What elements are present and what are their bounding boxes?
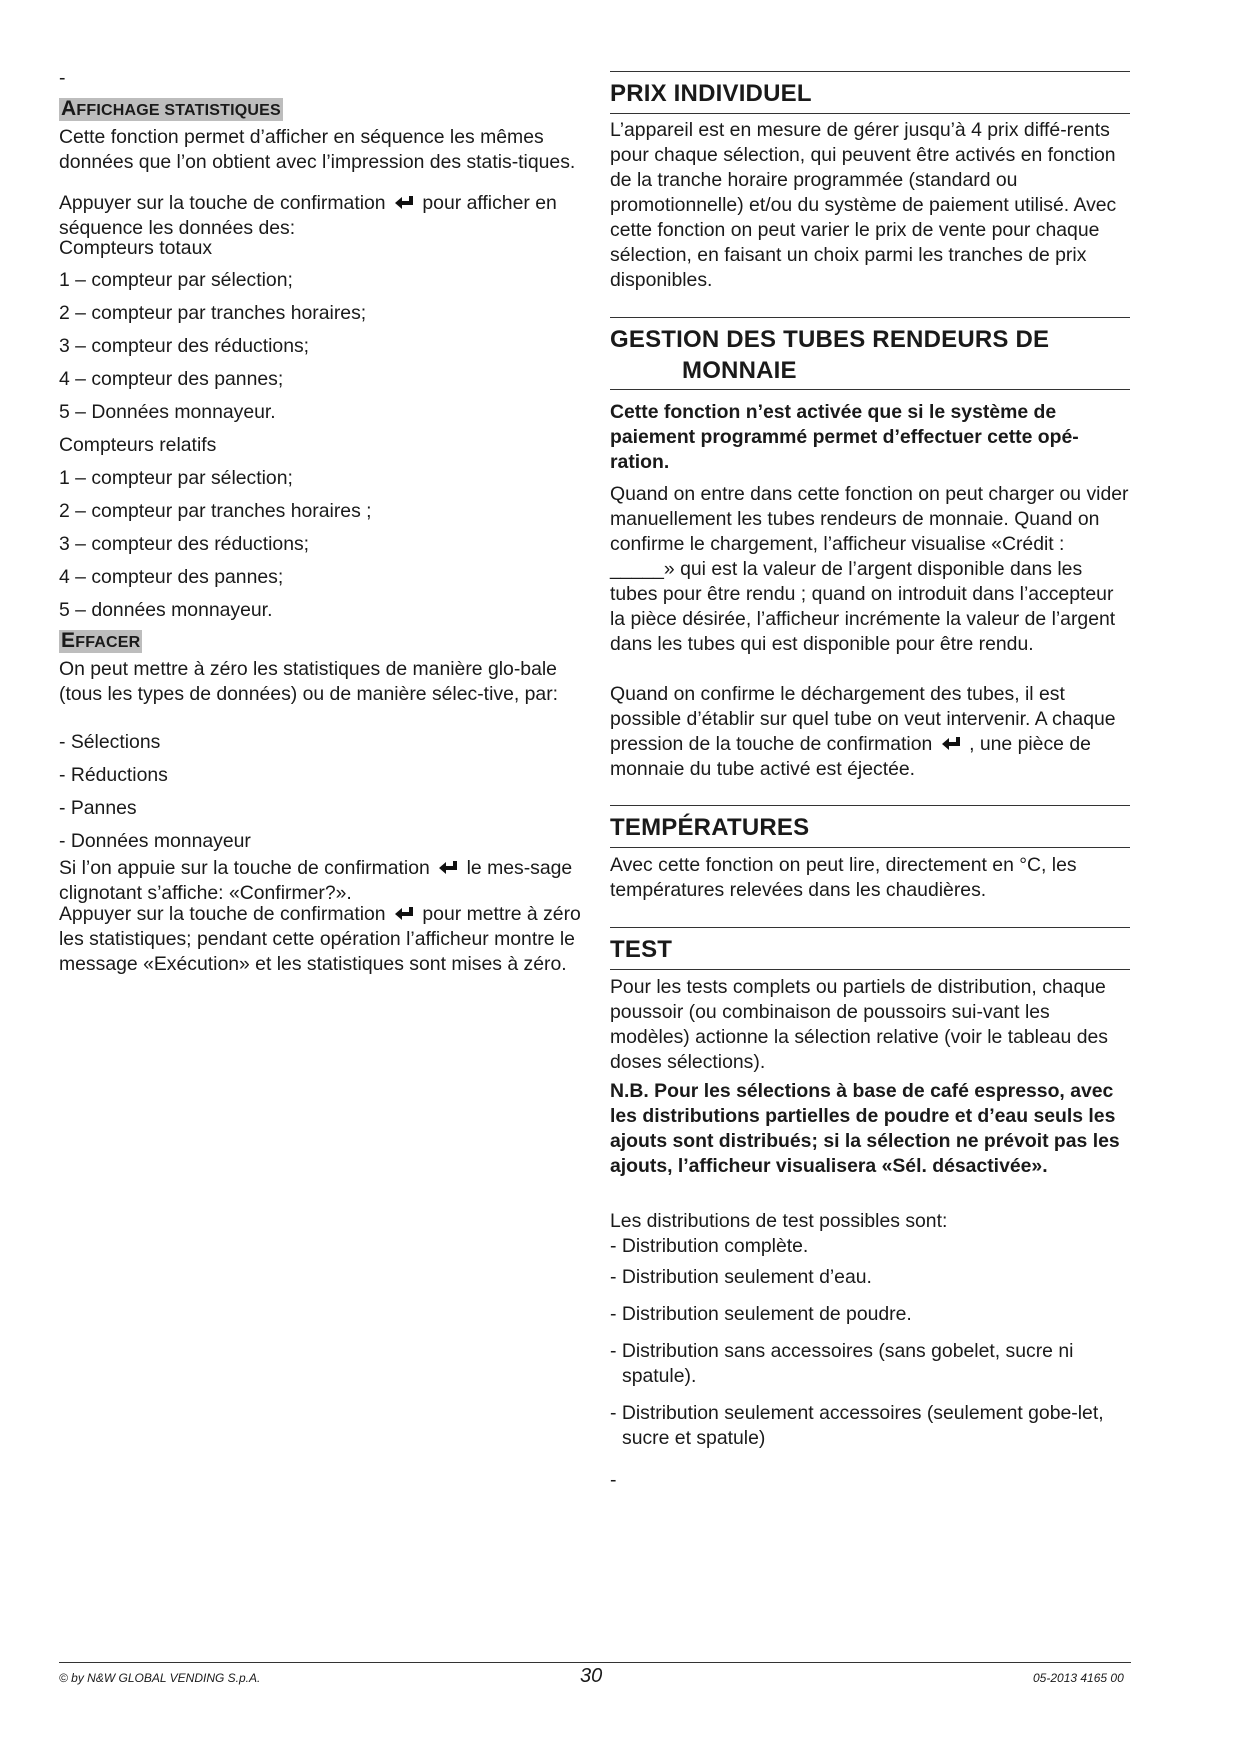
section-rule	[610, 969, 1130, 970]
temperatures-text: Avec cette fonction on peut lire, directement en °C, les températures relevées dans les chaudières.	[610, 854, 1077, 901]
dash-marker: -	[610, 1469, 617, 1491]
section-rule	[610, 927, 1130, 928]
list-item: 4 – compteur des pannes;	[59, 566, 284, 588]
footer-rule	[59, 1662, 1131, 1663]
footer-copyright: © by N&W GLOBAL VENDING S.p.A.	[59, 1671, 261, 1685]
list-item: - Données monnayeur	[59, 830, 251, 852]
list-item: 2 – compteur par tranches horaires;	[59, 302, 367, 324]
gestion-text-2: Quand on confirme le déchargement des tubes, il est possible d’établir sur quel tube on veut intervenir. A chaque pression de la touche de confirmation , une pièce de monnaie du tube activé est éjectée.	[610, 683, 1116, 780]
list-item: - Distribution seulement d’eau.	[610, 1266, 872, 1288]
list-item: - Distribution sans accessoires (sans gobelet, sucre ni spatule).	[610, 1340, 1074, 1387]
list-item: 2 – compteur par tranches horaires ;	[59, 500, 372, 522]
totaux-label: Compteurs totaux	[59, 237, 213, 259]
list-item: 1 – compteur par sélection;	[59, 467, 293, 489]
section-rule	[610, 847, 1130, 848]
enter-key-icon	[394, 906, 414, 922]
page-number: 30	[580, 1665, 603, 1687]
section-rule	[610, 805, 1130, 806]
affichage-instruction: Appuyer sur la touche de confirmation pour afficher en séquence les données des:	[59, 192, 557, 239]
section-rule	[610, 317, 1130, 318]
list-item: - Pannes	[59, 797, 137, 819]
test-nb: N.B. Pour les sélections à base de café espresso, avec les distributions partielles de poudre et d’eau seuls les ajouts sont distribués; si la sélection ne prévoit pas les ajouts, l’afficheur visualisera «Sél. désactivée».	[610, 1080, 1120, 1177]
section-rule	[610, 389, 1130, 390]
enter-key-icon	[394, 195, 414, 211]
section-rule	[610, 113, 1130, 114]
test-list-intro: Les distributions de test possibles sont:	[610, 1210, 948, 1232]
gestion-text: Quand on entre dans cette fonction on peut charger ou vider manuellement les tubes rendeurs de monnaie. Quand on confirme le chargement, l’afficheur visualise «Crédit : _____» qui est la valeur de l’argent disponible dans les tubes pour être rendu ; quand on introduit dans l’accepteur la pièce désirée, l’afficheur incrémente la valeur de l’argent dans les tubes qui est disponible pour être rendu.	[610, 483, 1129, 655]
section-rule	[610, 71, 1130, 72]
list-item: 3 – compteur des réductions;	[59, 533, 310, 555]
section-title-effacer: EFFACER	[61, 629, 141, 652]
section-title-temperatures: TEMPÉRATURES	[610, 814, 810, 841]
enter-key-icon	[438, 860, 458, 876]
list-item: - Sélections	[59, 731, 161, 753]
list-item: 4 – compteur des pannes;	[59, 368, 284, 390]
test-text: Pour les tests complets ou partiels de distribution, chaque poussoir (ou combinaison de poussoirs sui-vant les modèles) actionne la sélection relative (voir le tableau des doses sélections).	[610, 976, 1108, 1073]
footer-doc-code: 05-2013 4165 00	[1033, 1671, 1124, 1685]
list-item: 3 – compteur des réductions;	[59, 335, 310, 357]
list-item: - Distribution complète.	[610, 1235, 809, 1257]
effacer-intro: On peut mettre à zéro les statistiques de manière glo-bale (tous les types de données) ou de manière sélec-tive, par:	[59, 658, 559, 705]
affichage-description: Cette fonction permet d’afficher en séquence les mêmes données que l’on obtient avec l’impression des statis-tiques.	[59, 126, 576, 173]
dash-marker: -	[59, 67, 66, 89]
effacer-reset-text: Appuyer sur la touche de confirmation pour mettre à zéro les statistiques; pendant cette opération l’afficheur montre le message «Exécution» et les statistiques sont mises à zéro.	[59, 903, 581, 975]
section-title-prix: PRIX INDIVIDUEL	[610, 80, 812, 107]
section-title-gestion: GESTION DES TUBES RENDEURS DE MONNAIE	[610, 326, 1050, 384]
list-item: - Distribution seulement accessoires (seulement gobe-let, sucre et spatule)	[610, 1402, 1104, 1449]
section-title-affichage: AFFICHAGE STATISTIQUES	[61, 97, 281, 120]
list-item: 1 – compteur par sélection;	[59, 269, 293, 291]
prix-text: L’appareil est en mesure de gérer jusqu’à 4 prix diffé-rents pour chaque sélection, qui peuvent être activés en fonction de la tranche horaire programmée (standard ou promotionnelle) et/ou du système de paiement utilisé. Avec cette fonction on peut varier le prix de vente pour chaque sélection, en faisant un choix parmi les tranches de prix disponibles.	[610, 119, 1117, 291]
gestion-warning: Cette fonction n’est activée que si le système de paiement programmé permet d’effectuer cette opé-ration.	[610, 401, 1079, 473]
list-item: 5 – données monnayeur.	[59, 599, 273, 621]
relatifs-label: Compteurs relatifs	[59, 434, 217, 456]
list-item: 5 – Données monnayeur.	[59, 401, 276, 423]
list-item: - Distribution seulement de poudre.	[610, 1303, 912, 1325]
list-item: - Réductions	[59, 764, 168, 786]
section-title-test: TEST	[610, 936, 673, 963]
effacer-confirm-text: Si l’on appuie sur la touche de confirmation le mes-sage clignotant s’affiche: «Confirmer?».	[59, 857, 573, 904]
enter-key-icon	[941, 736, 961, 752]
